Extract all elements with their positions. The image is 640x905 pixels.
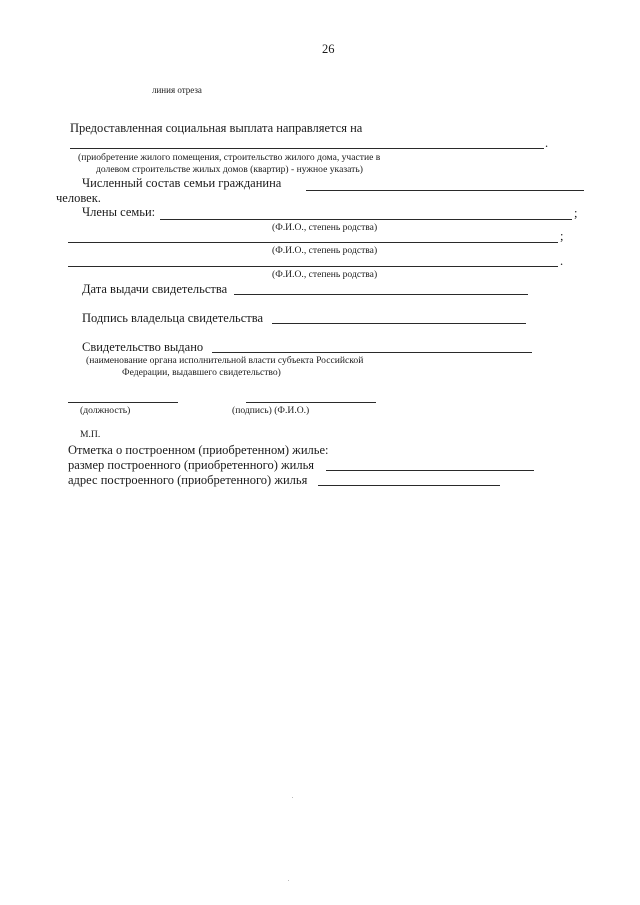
housing-size-field[interactable] xyxy=(326,470,534,471)
issue-date-label: Дата выдачи свидетельства xyxy=(82,282,228,296)
family-member-end-mark-3: . xyxy=(560,254,564,268)
issue-date-field[interactable] xyxy=(234,294,528,295)
issued-by-hint-line2: Федерации, выдавшего свидетельство) xyxy=(122,367,281,378)
family-members-label: Члены семьи: xyxy=(82,205,156,219)
page-number: 26 xyxy=(322,42,335,56)
family-persons-label: человек. xyxy=(56,191,101,205)
payment-field[interactable] xyxy=(70,148,544,149)
family-member-end-mark-2: ; xyxy=(560,229,564,243)
stamp-place-label: М.П. xyxy=(80,429,101,440)
issued-by-hint-line1: (наименование органа исполнительной власти субъекта Российской xyxy=(86,355,364,366)
signature-field[interactable] xyxy=(246,402,376,403)
housing-title: Отметка о построенном (приобретенном) жилье: xyxy=(68,443,329,457)
housing-size-label: размер построенного (приобретенного) жилья xyxy=(68,458,315,472)
housing-address-label: адрес построенного (приобретенного) жилья xyxy=(68,473,308,487)
family-member-hint-1: (Ф.И.О., степень родства) xyxy=(272,222,378,233)
family-size-label: Численный состав семьи гражданина xyxy=(82,176,282,190)
payment-end-mark: . xyxy=(545,136,549,150)
scan-speck xyxy=(288,880,289,881)
position-label: (должность) xyxy=(80,405,131,416)
payment-hint-line1: (приобретение жилого помещения, строительство жилого дома, участие в xyxy=(78,152,381,163)
family-size-field[interactable] xyxy=(306,190,584,191)
issued-by-field[interactable] xyxy=(212,352,532,353)
family-member-hint-3: (Ф.И.О., степень родства) xyxy=(272,269,378,280)
owner-signature-field[interactable] xyxy=(272,323,526,324)
family-member-field-2[interactable] xyxy=(68,242,558,243)
payment-label: Предоставленная социальная выплата направляется на xyxy=(70,121,363,135)
scan-speck xyxy=(292,797,293,798)
position-field[interactable] xyxy=(68,402,178,403)
payment-hint-line2: долевом строительстве жилых домов (квартир) - нужное указать) xyxy=(96,164,363,175)
family-member-hint-2: (Ф.И.О., степень родства) xyxy=(272,245,378,256)
cut-line-label: линия отреза xyxy=(152,85,202,95)
issued-by-label: Свидетельство выдано xyxy=(82,340,204,354)
family-member-field-1[interactable] xyxy=(160,219,572,220)
housing-address-field[interactable] xyxy=(318,485,500,486)
signature-label: (подпись) (Ф.И.О.) xyxy=(232,405,310,416)
family-member-end-mark-1: ; xyxy=(574,206,578,220)
family-member-field-3[interactable] xyxy=(68,266,558,267)
owner-signature-label: Подпись владельца свидетельства xyxy=(82,311,264,325)
